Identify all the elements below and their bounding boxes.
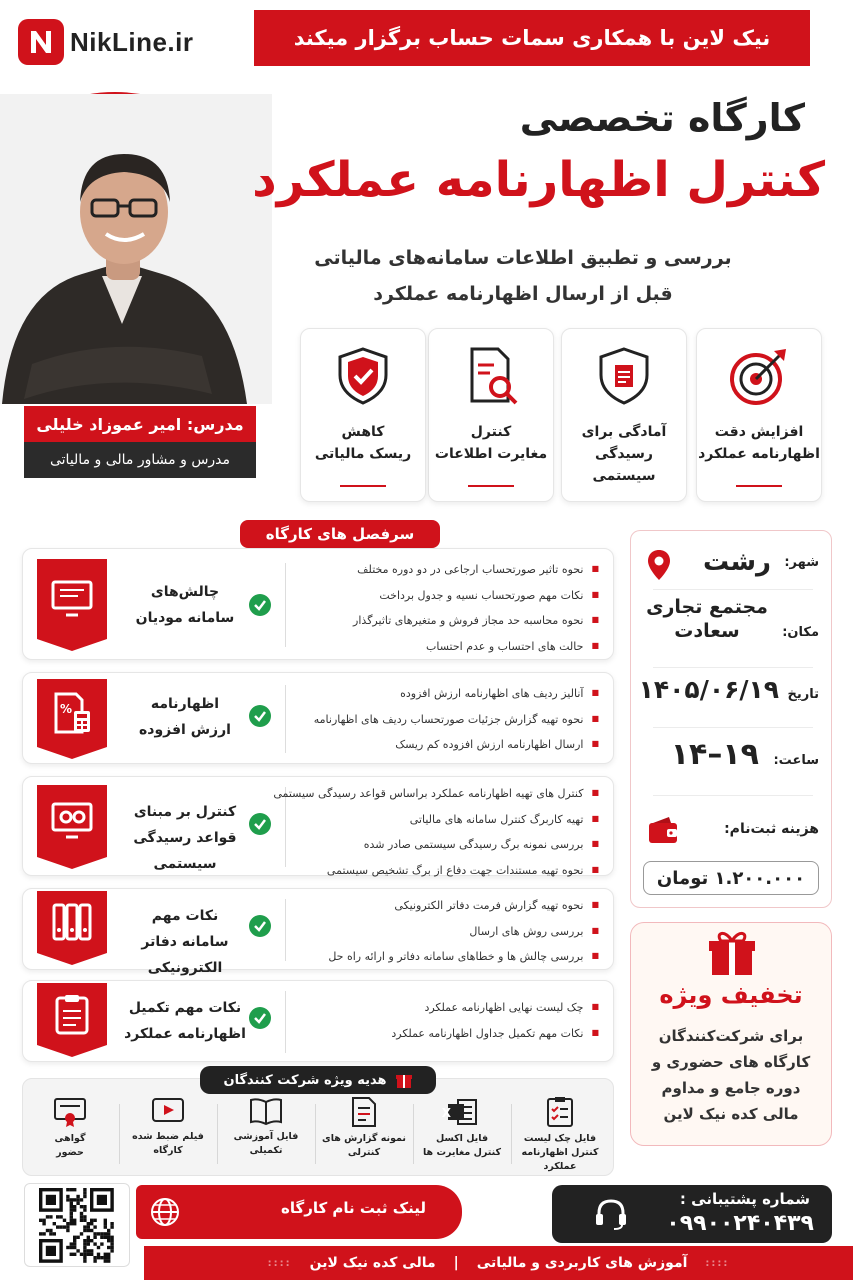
divider bbox=[653, 589, 813, 590]
place-label: مکان: bbox=[782, 625, 819, 640]
city-label: شهر: bbox=[784, 555, 819, 570]
discount-text bbox=[641, 1023, 821, 1127]
city-value: رشت bbox=[702, 547, 771, 577]
feature-card-readiness bbox=[561, 328, 687, 502]
shield-check-icon bbox=[332, 345, 394, 407]
gift-icon bbox=[395, 1071, 413, 1089]
time-label: ساعت: bbox=[773, 753, 819, 768]
organizer-banner: نیک لاین با همکاری سمات حساب برگزار میکند bbox=[254, 10, 810, 66]
feature-label: اظهارنامه عملکرد bbox=[698, 446, 820, 462]
gifts-title-text: هدیه ویژه شرکت کنندگان bbox=[223, 1072, 387, 1088]
topic-item: ■ نکات مهم تکمیل جداول اظهارنامه عملکرد bbox=[291, 1021, 599, 1047]
discount-title: تخفیف ویژه bbox=[659, 981, 803, 1009]
topic-item: ■ نکات مهم صورتحساب نسیه و جدول برداخت bbox=[291, 583, 599, 609]
check-icon bbox=[249, 915, 271, 937]
feature-underline bbox=[340, 485, 386, 487]
gift-label: کنترلی bbox=[347, 1147, 381, 1158]
topic-item: ■ تهیه کاربرگ کنترل سامانه های مالیاتی bbox=[291, 807, 599, 833]
gift-item bbox=[414, 1096, 510, 1172]
module-topics bbox=[291, 893, 599, 970]
feature-label: مغایرت اطلاعات bbox=[434, 446, 548, 462]
topic-item: ■ نحوه تهیه مستندات جهت دفاع از برگ تشخیص سیستمی bbox=[291, 858, 599, 884]
topic-item: ■ حالت های احتساب و عدم احتساب bbox=[291, 634, 599, 660]
feature-label: رسیدگی سیستمی bbox=[592, 446, 656, 484]
logo-n-icon bbox=[18, 19, 64, 65]
shield-document-icon bbox=[593, 345, 655, 407]
module-title: سامانه مودیان bbox=[135, 610, 235, 626]
divider bbox=[217, 1104, 218, 1164]
gift-label: کنترل مغایرت ها bbox=[422, 1147, 502, 1158]
headset-icon bbox=[594, 1197, 628, 1231]
topic-item: ■ کنترل های تهیه اظهارنامه عملکرد براساس قواعد رسیدگی سیستمی bbox=[291, 781, 599, 807]
gift-label: کارگاه bbox=[153, 1145, 183, 1156]
topic-item: ■ بررسی نمونه برگ رسیدگی سیستمی صادر شده bbox=[291, 832, 599, 858]
dots-decoration: :::: bbox=[705, 1257, 730, 1269]
divider bbox=[413, 1104, 414, 1164]
discount-line: مالی کده نیک لاین bbox=[663, 1105, 799, 1123]
module-title: کنترل بر مبنای bbox=[133, 804, 237, 820]
topic-item: ■ نحوه تاثیر صورتحساب ارجاعی در دو دوره مختلف bbox=[291, 557, 599, 583]
discount-line: دوره جامع و مداوم bbox=[661, 1079, 801, 1097]
divider bbox=[285, 563, 286, 647]
feature-label: ریسک مالیاتی bbox=[314, 446, 412, 462]
discount-line: کارگاه های حضوری و bbox=[651, 1053, 811, 1071]
divider bbox=[315, 1104, 316, 1164]
subtitle-line-2: قبل از ارسال اظهارنامه عملکرد bbox=[373, 283, 673, 305]
syllabus-title: سرفصل های کارگاه bbox=[240, 520, 440, 548]
gear-monitor-icon bbox=[37, 785, 107, 857]
topic-item: ■ نحوه تهیه گزارش فرمت دفاتر الکترونیکی bbox=[291, 893, 599, 919]
syllabus-module bbox=[22, 888, 614, 976]
gift-label: فایل چک لیست bbox=[523, 1133, 597, 1144]
location-pin-icon bbox=[647, 549, 671, 581]
syllabus-module bbox=[22, 776, 614, 876]
qr-code[interactable] bbox=[24, 1183, 130, 1267]
divider bbox=[511, 1104, 512, 1164]
feature-label: آمادگی برای bbox=[581, 424, 667, 440]
feature-card-accuracy bbox=[696, 328, 822, 502]
fee-value: ۱.۲۰۰.۰۰۰ تومان bbox=[643, 861, 819, 895]
topic-item: ■ نحوه محاسبه حد مجاز فروش و متغیرهای تاثیرگذار bbox=[291, 608, 599, 634]
workshop-subtitle bbox=[303, 240, 743, 312]
feature-label: کنترل bbox=[470, 424, 512, 440]
date-label: تاریخ bbox=[787, 687, 819, 702]
gift-label: حضور bbox=[56, 1147, 84, 1158]
module-title: اظهارنامه عملکرد bbox=[124, 1026, 246, 1042]
svg-text:%: % bbox=[60, 702, 73, 716]
registration-link-button[interactable] bbox=[136, 1185, 462, 1239]
support-phone[interactable] bbox=[552, 1185, 832, 1243]
support-phone-number: ۰۹۹۰۰۲۴۰۴۳۹ bbox=[666, 1211, 814, 1236]
book-icon bbox=[248, 1096, 284, 1126]
divider bbox=[653, 795, 813, 796]
module-title: چالش‌های bbox=[150, 584, 220, 600]
topic-item: ■ ارسال اظهارنامه ارزش افزوده کم ریسک bbox=[291, 732, 599, 758]
date-row bbox=[638, 673, 823, 713]
checklist-icon bbox=[545, 1096, 575, 1128]
presenter-photo bbox=[0, 92, 270, 402]
fee-row bbox=[641, 813, 823, 847]
registration-link-label: لینک ثبت نام کارگاه bbox=[281, 1199, 426, 1217]
video-play-icon bbox=[151, 1096, 185, 1126]
gift-item bbox=[512, 1096, 608, 1172]
target-icon bbox=[728, 345, 790, 407]
topic-item: ■ بررسی روش های ارسال bbox=[291, 919, 599, 945]
gift-label: نمونه گزارش های bbox=[322, 1133, 406, 1144]
syllabus-module bbox=[22, 980, 614, 1062]
bottom-separator: | bbox=[453, 1255, 459, 1271]
globe-icon bbox=[150, 1197, 180, 1227]
certificate-icon bbox=[53, 1096, 87, 1128]
divider bbox=[285, 899, 286, 961]
excel-icon bbox=[441, 1096, 478, 1128]
place-value: مجتمع تجاری bbox=[646, 596, 768, 618]
check-icon bbox=[249, 813, 271, 835]
topic-item: ■ نحوه تهیه گزارش جزئیات صورتحساب ردیف های اظهارنامه bbox=[291, 707, 599, 733]
divider bbox=[119, 1104, 120, 1164]
bottom-text: آموزش های کاربردی و مالیاتی bbox=[476, 1255, 688, 1271]
module-topics bbox=[291, 557, 599, 659]
gifts-title bbox=[200, 1066, 436, 1094]
topic-item: ■ بررسی چالش ها و خطاهای سامانه دفاتر و ارائه راه حل bbox=[291, 944, 599, 970]
time-row bbox=[641, 735, 823, 779]
workshop-subject: کنترل اظهارنامه عملکرد bbox=[252, 152, 825, 208]
gift-item bbox=[120, 1096, 216, 1172]
binders-icon bbox=[37, 891, 107, 953]
brand-logo bbox=[18, 16, 193, 68]
gift-item bbox=[22, 1096, 118, 1172]
place-value: سعادت bbox=[674, 620, 740, 642]
place-row bbox=[641, 595, 823, 665]
gift-label: کنترل اظهارنامه عملکرد bbox=[521, 1147, 599, 1172]
module-topics bbox=[273, 781, 599, 883]
gift-box-icon bbox=[707, 929, 757, 977]
gift-item bbox=[218, 1096, 314, 1172]
topic-item: ■ چک لیست نهایی اظهارنامه عملکرد bbox=[291, 995, 599, 1021]
calculator-doc-icon bbox=[37, 679, 107, 747]
bottom-text: مالی کده نیک لاین bbox=[309, 1255, 436, 1271]
dots-decoration: :::: bbox=[267, 1257, 292, 1269]
bottom-bar bbox=[144, 1246, 853, 1280]
discount-line: برای شرکت‌کنندگان bbox=[658, 1027, 804, 1045]
module-topics bbox=[291, 681, 599, 758]
syllabus-module bbox=[22, 548, 614, 660]
feature-underline bbox=[736, 485, 782, 487]
feature-card-discrepancy bbox=[428, 328, 554, 502]
fee-label: هزینه ثبت‌نام: bbox=[724, 821, 819, 837]
feature-label: کاهش bbox=[341, 424, 385, 440]
topic-item: ■ آنالیز ردیف های اظهارنامه ارزش افزوده bbox=[291, 681, 599, 707]
check-icon bbox=[249, 705, 271, 727]
brand-name: NikLine.ir bbox=[70, 26, 194, 57]
report-icon bbox=[350, 1096, 378, 1128]
svg-text:X: X bbox=[441, 1106, 451, 1120]
check-icon bbox=[249, 1007, 271, 1029]
module-title: قواعد رسیدگی سیستمی bbox=[133, 830, 237, 872]
gift-label: فیلم ضبط شده bbox=[132, 1131, 204, 1142]
presenter-role: مدرس و مشاور مالی و مالیاتی bbox=[24, 442, 256, 478]
check-icon bbox=[249, 594, 271, 616]
module-title: نکات مهم تکمیل bbox=[128, 1000, 242, 1016]
module-title: ارزش افزوده bbox=[139, 722, 231, 738]
gift-label: فایل آموزشی bbox=[233, 1131, 299, 1142]
discount-panel bbox=[630, 922, 832, 1146]
syllabus-module bbox=[22, 672, 614, 764]
feature-label: افزایش دقت bbox=[714, 424, 804, 440]
module-title: نکات مهم bbox=[151, 908, 219, 924]
gift-label: گواهی bbox=[54, 1133, 86, 1144]
module-topics bbox=[291, 995, 599, 1046]
city-row bbox=[641, 543, 823, 583]
event-info-panel bbox=[630, 530, 832, 908]
subtitle-line-1: بررسی و تطبیق اطلاعات سامانه‌های مالیاتی bbox=[314, 247, 732, 269]
document-search-icon bbox=[460, 345, 522, 407]
module-title: سامانه دفاتر الکترونیکی bbox=[141, 934, 229, 976]
time-value: ۱۹–۱۴ bbox=[670, 737, 759, 772]
divider bbox=[285, 991, 286, 1053]
divider bbox=[653, 727, 813, 728]
date-value: ۱۴۰۵/۰۶/۱۹ bbox=[638, 675, 779, 704]
module-title: اظهارنامه bbox=[150, 696, 220, 712]
wallet-icon bbox=[647, 815, 679, 845]
divider bbox=[285, 685, 286, 753]
feature-card-risk bbox=[300, 328, 426, 502]
gift-label: تکمیلی bbox=[249, 1145, 283, 1156]
feature-underline bbox=[468, 485, 514, 487]
divider bbox=[653, 667, 813, 668]
support-label: شماره پشتیبانی : bbox=[679, 1190, 810, 1208]
clipboard-icon bbox=[37, 983, 107, 1045]
presenter-name: مدرس: امیر عموزاد خلیلی bbox=[24, 406, 256, 442]
monitor-icon bbox=[37, 559, 107, 639]
gift-item bbox=[316, 1096, 412, 1172]
workshop-title: کارگاه تخصصی bbox=[519, 96, 805, 140]
gift-label: فایل اکسل bbox=[435, 1133, 489, 1144]
